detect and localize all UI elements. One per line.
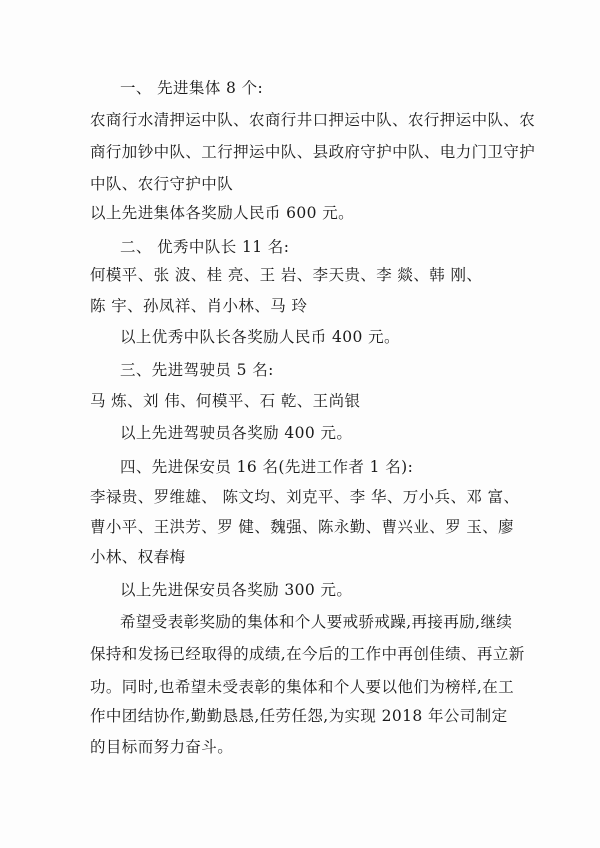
closing-paragraph-line: 保持和发扬已经取得的成绩,在今后的工作中再创佳绩、再立新: [90, 645, 525, 663]
security-guards-list-line: 李禄贵、罗维雄、 陈文均、刘克平、李 华、万小兵、邓 富、: [90, 488, 520, 506]
closing-paragraph-line: 的目标而努力奋斗。: [90, 738, 234, 756]
drivers-award-note: 以上先进驾驶员各奖励 400 元。: [120, 424, 353, 442]
closing-paragraph-line: 希望受表彰奖励的集体和个人要戒骄戒躁,再接再励,继续: [120, 613, 513, 631]
closing-paragraph-line: 作中团结协作,勤勤恳恳,任劳任怨,为实现 2018 年公司制定: [90, 707, 508, 725]
squad-leaders-list-line: 何模平、张 波、桂 亮、王 岩、李天贵、李 燚、韩 刚、: [90, 266, 483, 284]
collectives-list-line: 农商行水清押运中队、农商行井口押运中队、农行押运中队、农: [90, 111, 536, 129]
section-heading-excellent-squad-leaders: 二、 优秀中队长 11 名:: [120, 238, 290, 256]
collectives-award-note: 以上先进集体各奖励人民币 600 元。: [90, 204, 355, 222]
section-heading-advanced-collectives: 一、 先进集体 8 个:: [120, 79, 264, 97]
security-guards-list-line: 曹小平、王洪芳、罗 健、魏强、陈永勤、曹兴业、罗 玉、廖: [90, 518, 515, 536]
security-guards-list-line: 小林、权春梅: [90, 548, 186, 566]
section-heading-advanced-security-guards: 四、先进保安员 16 名(先进工作者 1 名):: [120, 458, 414, 476]
security-guards-award-note: 以上先进保安员各奖励 300 元。: [120, 581, 353, 599]
squad-leaders-list-line: 陈 宇、孙凤祥、肖小林、马 玲: [90, 297, 308, 315]
squad-leaders-award-note: 以上优秀中队长各奖励人民币 400 元。: [120, 328, 400, 346]
collectives-list-line: 商行加钞中队、工行押运中队、县政府守护中队、电力门卫守护: [90, 143, 536, 161]
section-heading-advanced-drivers: 三、先进驾驶员 5 名:: [120, 361, 274, 379]
closing-paragraph-line: 功。同时,也希望未受表彰的集体和个人要以他们为榜样,在工: [90, 678, 515, 696]
drivers-list-line: 马 炼、刘 伟、何模平、石 乾、王尚银: [90, 392, 361, 410]
collectives-list-line: 中队、农行守护中队: [90, 175, 234, 193]
